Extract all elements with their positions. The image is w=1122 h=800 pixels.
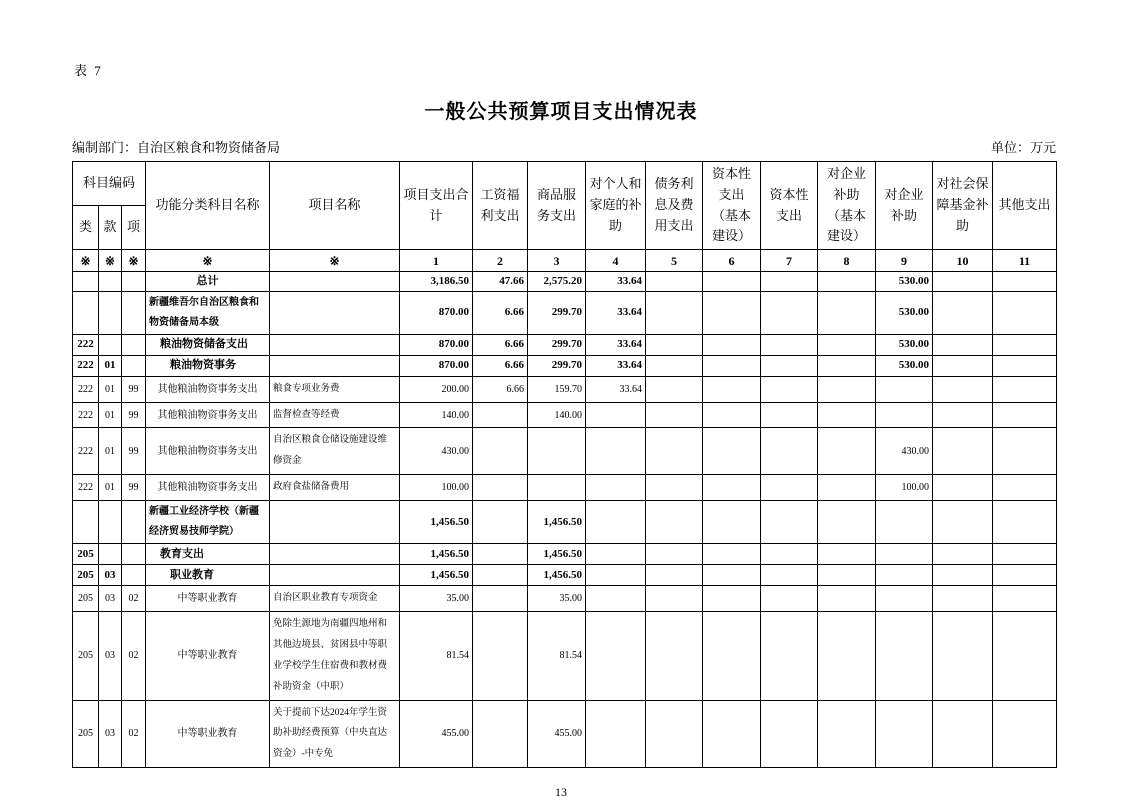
project-name-cell: 自治区粮食仓储设施建设维修资金 bbox=[270, 428, 400, 475]
amount-cell: 3,186.50 bbox=[400, 272, 473, 292]
amount-cell bbox=[993, 586, 1057, 612]
amount-cell bbox=[703, 544, 761, 565]
column-header-enterprise-construction: 对企业补助（基本建设） bbox=[818, 162, 876, 250]
function-name-cell: 新疆维吾尔自治区粮食和物资储备局本级 bbox=[146, 291, 270, 334]
code-cell: 222 bbox=[73, 428, 99, 475]
amount-cell: 530.00 bbox=[876, 334, 933, 355]
amount-cell bbox=[993, 376, 1057, 402]
project-name-cell: 监督检查等经费 bbox=[270, 402, 400, 428]
column-index-cell: ※ bbox=[146, 250, 270, 272]
amount-cell bbox=[993, 544, 1057, 565]
function-name-cell: 其他粮油物资事务支出 bbox=[146, 475, 270, 501]
code-cell: 222 bbox=[73, 376, 99, 402]
amount-cell: 6.66 bbox=[473, 355, 528, 376]
amount-cell bbox=[646, 355, 703, 376]
function-name-cell: 中等职业教育 bbox=[146, 612, 270, 701]
amount-cell bbox=[646, 291, 703, 334]
amount-cell: 81.54 bbox=[400, 612, 473, 701]
amount-cell: 140.00 bbox=[528, 402, 586, 428]
amount-cell: 6.66 bbox=[473, 376, 528, 402]
code-cell bbox=[99, 544, 122, 565]
code-cell bbox=[122, 334, 146, 355]
amount-cell: 33.64 bbox=[586, 334, 646, 355]
amount-cell bbox=[818, 586, 876, 612]
amount-cell bbox=[761, 355, 818, 376]
amount-cell: 6.66 bbox=[473, 334, 528, 355]
code-cell: 99 bbox=[122, 376, 146, 402]
amount-cell bbox=[818, 355, 876, 376]
project-name-cell: 自治区职业教育专项资金 bbox=[270, 586, 400, 612]
function-name-cell: 粮油物资事务 bbox=[146, 355, 270, 376]
column-header-function-name: 功能分类科目名称 bbox=[146, 162, 270, 250]
amount-cell: 870.00 bbox=[400, 291, 473, 334]
amount-cell bbox=[703, 272, 761, 292]
amount-cell bbox=[646, 544, 703, 565]
amount-cell bbox=[818, 612, 876, 701]
column-header-xiang: 项 bbox=[122, 205, 146, 250]
amount-cell bbox=[703, 612, 761, 701]
table-row bbox=[73, 334, 1057, 355]
amount-cell bbox=[761, 700, 818, 768]
header-row-1 bbox=[73, 162, 1057, 206]
amount-cell bbox=[761, 501, 818, 544]
amount-cell: 33.64 bbox=[586, 355, 646, 376]
amount-cell bbox=[876, 501, 933, 544]
table-meta-row bbox=[72, 137, 1056, 156]
column-header-debt-interest: 债务利息及费用支出 bbox=[646, 162, 703, 250]
column-index-cell: 7 bbox=[761, 250, 818, 272]
amount-cell bbox=[528, 475, 586, 501]
amount-cell bbox=[646, 272, 703, 292]
amount-cell bbox=[473, 565, 528, 586]
code-cell: 03 bbox=[99, 586, 122, 612]
column-index-cell: 8 bbox=[818, 250, 876, 272]
amount-cell: 430.00 bbox=[876, 428, 933, 475]
amount-cell: 530.00 bbox=[876, 355, 933, 376]
column-header-social-security: 对社会保障基金补助 bbox=[933, 162, 993, 250]
amount-cell bbox=[933, 291, 993, 334]
code-cell: 99 bbox=[122, 428, 146, 475]
amount-cell bbox=[586, 501, 646, 544]
column-index-cell: 3 bbox=[528, 250, 586, 272]
unit-label: 单位：万元 bbox=[990, 140, 1056, 155]
column-index-cell: ※ bbox=[270, 250, 400, 272]
function-name-cell: 其他粮油物资事务支出 bbox=[146, 402, 270, 428]
amount-cell bbox=[933, 700, 993, 768]
code-cell: 02 bbox=[122, 612, 146, 701]
amount-cell bbox=[703, 700, 761, 768]
amount-cell: 159.70 bbox=[528, 376, 586, 402]
column-index-cell: 5 bbox=[646, 250, 703, 272]
table-row bbox=[73, 700, 1057, 768]
amount-cell bbox=[876, 586, 933, 612]
code-cell bbox=[99, 334, 122, 355]
amount-cell: 299.70 bbox=[528, 334, 586, 355]
project-name-cell bbox=[270, 565, 400, 586]
amount-cell bbox=[933, 334, 993, 355]
project-name-cell bbox=[270, 501, 400, 544]
column-header-other: 其他支出 bbox=[993, 162, 1057, 250]
function-name-cell: 中等职业教育 bbox=[146, 586, 270, 612]
column-index-cell: 1 bbox=[400, 250, 473, 272]
amount-cell: 33.64 bbox=[586, 291, 646, 334]
function-name-cell: 职业教育 bbox=[146, 565, 270, 586]
amount-cell bbox=[586, 544, 646, 565]
amount-cell: 1,456.50 bbox=[400, 501, 473, 544]
amount-cell bbox=[586, 475, 646, 501]
code-cell bbox=[99, 272, 122, 292]
code-cell: 99 bbox=[122, 402, 146, 428]
amount-cell bbox=[993, 355, 1057, 376]
code-cell: 205 bbox=[73, 565, 99, 586]
table-row bbox=[73, 586, 1057, 612]
column-index-cell: 6 bbox=[703, 250, 761, 272]
column-header-project-name: 项目名称 bbox=[270, 162, 400, 250]
code-cell bbox=[122, 544, 146, 565]
project-name-cell bbox=[270, 334, 400, 355]
amount-cell bbox=[818, 272, 876, 292]
table-row bbox=[73, 565, 1057, 586]
code-cell bbox=[122, 501, 146, 544]
amount-cell: 455.00 bbox=[400, 700, 473, 768]
amount-cell bbox=[761, 475, 818, 501]
amount-cell: 6.66 bbox=[473, 291, 528, 334]
code-cell bbox=[122, 291, 146, 334]
amount-cell: 81.54 bbox=[528, 612, 586, 701]
project-name-cell bbox=[270, 272, 400, 292]
amount-cell bbox=[993, 428, 1057, 475]
amount-cell bbox=[761, 565, 818, 586]
amount-cell bbox=[646, 586, 703, 612]
amount-cell: 870.00 bbox=[400, 355, 473, 376]
amount-cell bbox=[761, 586, 818, 612]
amount-cell: 200.00 bbox=[400, 376, 473, 402]
table-row bbox=[73, 612, 1057, 701]
code-cell: 01 bbox=[99, 428, 122, 475]
amount-cell bbox=[933, 586, 993, 612]
code-cell: 205 bbox=[73, 544, 99, 565]
amount-cell bbox=[473, 475, 528, 501]
amount-cell bbox=[473, 501, 528, 544]
code-cell: 01 bbox=[99, 376, 122, 402]
amount-cell bbox=[818, 544, 876, 565]
column-header-lei: 类 bbox=[73, 205, 99, 250]
table-row bbox=[73, 475, 1057, 501]
code-cell bbox=[73, 501, 99, 544]
code-cell: 99 bbox=[122, 475, 146, 501]
amount-cell: 100.00 bbox=[876, 475, 933, 501]
budget-table bbox=[72, 161, 1057, 768]
amount-cell bbox=[818, 376, 876, 402]
column-header-wages: 工资福利支出 bbox=[473, 162, 528, 250]
amount-cell bbox=[933, 501, 993, 544]
column-index-cell: 10 bbox=[933, 250, 993, 272]
amount-cell bbox=[933, 272, 993, 292]
amount-cell bbox=[703, 334, 761, 355]
amount-cell bbox=[933, 565, 993, 586]
amount-cell: 1,456.50 bbox=[528, 501, 586, 544]
amount-cell bbox=[646, 402, 703, 428]
table-row bbox=[73, 272, 1057, 292]
amount-cell bbox=[703, 501, 761, 544]
code-cell bbox=[122, 355, 146, 376]
code-cell: 03 bbox=[99, 612, 122, 701]
amount-cell: 35.00 bbox=[528, 586, 586, 612]
table-row bbox=[73, 291, 1057, 334]
amount-cell bbox=[586, 612, 646, 701]
amount-cell bbox=[993, 402, 1057, 428]
code-cell bbox=[122, 565, 146, 586]
page-number: 13 bbox=[555, 785, 567, 800]
code-cell: 222 bbox=[73, 402, 99, 428]
column-index-row bbox=[73, 250, 1057, 272]
amount-cell bbox=[703, 428, 761, 475]
code-cell: 01 bbox=[99, 475, 122, 501]
amount-cell bbox=[646, 334, 703, 355]
function-name-cell: 粮油物资储备支出 bbox=[146, 334, 270, 355]
amount-cell bbox=[818, 501, 876, 544]
amount-cell bbox=[761, 544, 818, 565]
column-header-goods-services: 商品服务支出 bbox=[528, 162, 586, 250]
code-cell bbox=[73, 272, 99, 292]
amount-cell bbox=[876, 700, 933, 768]
amount-cell bbox=[993, 272, 1057, 292]
amount-cell bbox=[933, 612, 993, 701]
amount-cell: 1,456.50 bbox=[528, 544, 586, 565]
table-row bbox=[73, 376, 1057, 402]
amount-cell bbox=[876, 612, 933, 701]
amount-cell bbox=[761, 291, 818, 334]
amount-cell: 100.00 bbox=[400, 475, 473, 501]
function-name-cell: 其他粮油物资事务支出 bbox=[146, 376, 270, 402]
table-row bbox=[73, 501, 1057, 544]
amount-cell bbox=[993, 565, 1057, 586]
code-cell: 205 bbox=[73, 700, 99, 768]
table-row bbox=[73, 544, 1057, 565]
column-index-cell: 4 bbox=[586, 250, 646, 272]
code-cell: 205 bbox=[73, 586, 99, 612]
amount-cell bbox=[876, 565, 933, 586]
project-name-cell: 政府食盐储备费用 bbox=[270, 475, 400, 501]
code-cell: 01 bbox=[99, 355, 122, 376]
prepared-by-label: 编制部门：自治区粮食和物资储备局 bbox=[72, 140, 281, 155]
amount-cell: 430.00 bbox=[400, 428, 473, 475]
column-header-individual-subsidy: 对个人和家庭的补助 bbox=[586, 162, 646, 250]
column-header-enterprise-subsidy: 对企业补助 bbox=[876, 162, 933, 250]
column-index-cell: ※ bbox=[99, 250, 122, 272]
amount-cell: 33.64 bbox=[586, 272, 646, 292]
amount-cell bbox=[646, 612, 703, 701]
function-name-cell: 其他粮油物资事务支出 bbox=[146, 428, 270, 475]
amount-cell bbox=[473, 612, 528, 701]
amount-cell bbox=[646, 565, 703, 586]
amount-cell bbox=[933, 376, 993, 402]
project-name-cell: 免除生源地为南疆四地州和其他边境县、贫困县中等职业学校学生住宿费和教材费补助资金（中职） bbox=[270, 612, 400, 701]
amount-cell: 870.00 bbox=[400, 334, 473, 355]
code-cell: 222 bbox=[73, 334, 99, 355]
amount-cell: 47.66 bbox=[473, 272, 528, 292]
amount-cell bbox=[646, 475, 703, 501]
amount-cell bbox=[761, 272, 818, 292]
project-name-cell bbox=[270, 291, 400, 334]
amount-cell bbox=[993, 501, 1057, 544]
amount-cell bbox=[761, 376, 818, 402]
function-name-cell: 中等职业教育 bbox=[146, 700, 270, 768]
amount-cell bbox=[818, 334, 876, 355]
amount-cell: 299.70 bbox=[528, 291, 586, 334]
amount-cell bbox=[473, 428, 528, 475]
amount-cell bbox=[876, 376, 933, 402]
amount-cell bbox=[586, 402, 646, 428]
amount-cell bbox=[933, 428, 993, 475]
amount-cell: 455.00 bbox=[528, 700, 586, 768]
amount-cell bbox=[646, 700, 703, 768]
amount-cell bbox=[646, 501, 703, 544]
amount-cell bbox=[703, 586, 761, 612]
table-row bbox=[73, 402, 1057, 428]
amount-cell: 530.00 bbox=[876, 272, 933, 292]
column-header-total: 项目支出合计 bbox=[400, 162, 473, 250]
amount-cell bbox=[761, 612, 818, 701]
code-cell bbox=[73, 291, 99, 334]
amount-cell bbox=[818, 402, 876, 428]
amount-cell bbox=[703, 355, 761, 376]
amount-cell bbox=[818, 291, 876, 334]
table-row bbox=[73, 355, 1057, 376]
amount-cell bbox=[993, 612, 1057, 701]
code-cell bbox=[99, 501, 122, 544]
code-cell: 02 bbox=[122, 700, 146, 768]
amount-cell bbox=[473, 544, 528, 565]
column-header-capital-construction: 资本性支出（基本建设） bbox=[703, 162, 761, 250]
amount-cell bbox=[761, 428, 818, 475]
amount-cell bbox=[703, 402, 761, 428]
amount-cell bbox=[646, 376, 703, 402]
column-header-capital: 资本性支出 bbox=[761, 162, 818, 250]
amount-cell bbox=[761, 334, 818, 355]
amount-cell: 140.00 bbox=[400, 402, 473, 428]
code-cell: 205 bbox=[73, 612, 99, 701]
amount-cell bbox=[761, 402, 818, 428]
column-index-cell: 9 bbox=[876, 250, 933, 272]
amount-cell bbox=[586, 565, 646, 586]
project-name-cell: 关于提前下达2024年学生资助补助经费预算（中央直达资金）-中专免 bbox=[270, 700, 400, 768]
amount-cell: 1,456.50 bbox=[400, 565, 473, 586]
amount-cell bbox=[586, 586, 646, 612]
amount-cell bbox=[933, 402, 993, 428]
amount-cell bbox=[646, 428, 703, 475]
amount-cell bbox=[993, 700, 1057, 768]
amount-cell: 33.64 bbox=[586, 376, 646, 402]
column-index-cell: ※ bbox=[73, 250, 99, 272]
amount-cell bbox=[933, 355, 993, 376]
amount-cell: 2,575.20 bbox=[528, 272, 586, 292]
code-cell bbox=[122, 272, 146, 292]
amount-cell bbox=[473, 700, 528, 768]
column-header-kuan: 款 bbox=[99, 205, 122, 250]
column-index-cell: 2 bbox=[473, 250, 528, 272]
amount-cell: 530.00 bbox=[876, 291, 933, 334]
column-index-cell: ※ bbox=[122, 250, 146, 272]
amount-cell bbox=[933, 544, 993, 565]
project-name-cell bbox=[270, 355, 400, 376]
amount-cell bbox=[818, 565, 876, 586]
amount-cell bbox=[993, 334, 1057, 355]
code-cell bbox=[99, 291, 122, 334]
amount-cell bbox=[993, 475, 1057, 501]
amount-cell bbox=[876, 402, 933, 428]
project-name-cell bbox=[270, 544, 400, 565]
code-cell: 02 bbox=[122, 586, 146, 612]
table-number: 表 7 bbox=[74, 63, 103, 78]
table-row bbox=[73, 428, 1057, 475]
amount-cell: 35.00 bbox=[400, 586, 473, 612]
amount-cell bbox=[703, 475, 761, 501]
code-cell: 01 bbox=[99, 402, 122, 428]
code-cell: 222 bbox=[73, 475, 99, 501]
amount-cell bbox=[703, 376, 761, 402]
amount-cell: 1,456.50 bbox=[400, 544, 473, 565]
column-index-cell: 11 bbox=[993, 250, 1057, 272]
amount-cell bbox=[703, 291, 761, 334]
amount-cell bbox=[993, 291, 1057, 334]
project-name-cell: 粮食专项业务费 bbox=[270, 376, 400, 402]
code-group-header: 科目编码 bbox=[73, 162, 146, 206]
amount-cell bbox=[586, 700, 646, 768]
amount-cell: 1,456.50 bbox=[528, 565, 586, 586]
amount-cell bbox=[818, 475, 876, 501]
amount-cell bbox=[933, 475, 993, 501]
function-name-cell: 总计 bbox=[146, 272, 270, 292]
amount-cell bbox=[818, 428, 876, 475]
amount-cell bbox=[586, 428, 646, 475]
function-name-cell: 教育支出 bbox=[146, 544, 270, 565]
amount-cell bbox=[473, 586, 528, 612]
amount-cell bbox=[703, 565, 761, 586]
amount-cell bbox=[876, 544, 933, 565]
code-cell: 03 bbox=[99, 565, 122, 586]
function-name-cell: 新疆工业经济学校（新疆经济贸易技师学院） bbox=[146, 501, 270, 544]
amount-cell bbox=[818, 700, 876, 768]
amount-cell bbox=[528, 428, 586, 475]
code-cell: 222 bbox=[73, 355, 99, 376]
amount-cell: 299.70 bbox=[528, 355, 586, 376]
code-cell: 03 bbox=[99, 700, 122, 768]
amount-cell bbox=[473, 402, 528, 428]
document-title: 一般公共预算项目支出情况表 bbox=[424, 101, 698, 123]
